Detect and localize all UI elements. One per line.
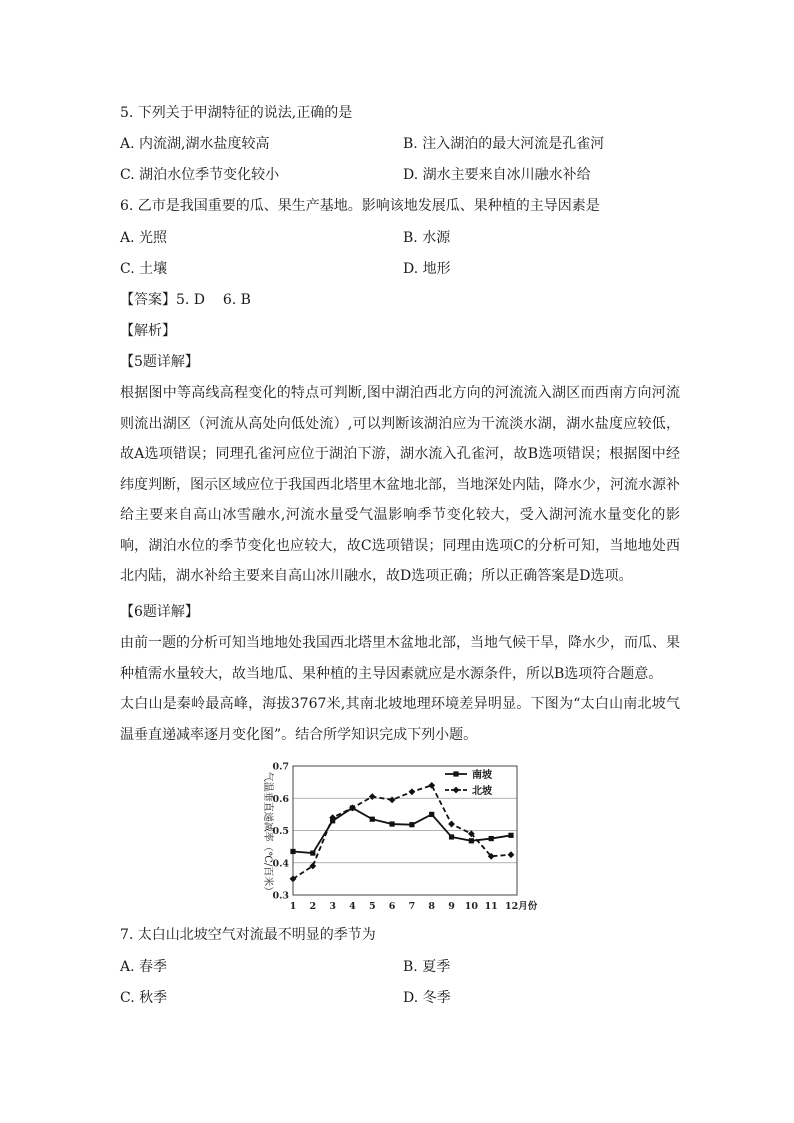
north-slope-point <box>428 782 435 789</box>
x-tick-label: 1 <box>289 901 297 912</box>
q7-option-d: D. 冬季 <box>403 990 451 1006</box>
detail5-label: 【5题详解】 <box>120 354 199 370</box>
x-tick-label: 12月份 <box>505 901 538 912</box>
chart-legend <box>445 768 493 797</box>
south-slope-point <box>449 834 454 839</box>
south-slope-point <box>429 812 434 817</box>
analysis-label: 【解析】 <box>120 323 176 339</box>
legend-marker-square <box>453 771 458 776</box>
south-slope-point <box>409 822 414 827</box>
north-slope-point <box>508 851 515 858</box>
south-slope-point <box>508 833 513 838</box>
y-tick-label: 0.3 <box>272 890 289 902</box>
q7-option-a: A. 春季 <box>120 959 168 975</box>
x-tick-label: 5 <box>368 901 376 912</box>
q7-option-b: B. 夏季 <box>403 959 451 975</box>
x-tick-label: 6 <box>388 901 396 912</box>
legend-marker-diamond <box>453 787 460 794</box>
legend-label: 北坡 <box>472 786 492 797</box>
q6-option-a: A. 光照 <box>120 230 168 246</box>
q5-option-a: A. 内流湖,湖水盐度较高 <box>120 136 270 152</box>
south-slope-point <box>469 838 474 843</box>
x-tick-label: 9 <box>448 901 455 912</box>
intro-text: 太白山是秦岭最高峰，海拔3767米,其南北坡地理环境差异明显。下图为“太白山南北坡气温垂直递减率逐月变化图”。结合所学知识完成下列小题。 <box>120 696 680 743</box>
answer-line: 【答案】5. D 6. B <box>120 292 251 308</box>
q7-stem: 7. 太白山北坡空气对流最不明显的季节为 <box>120 927 376 943</box>
x-tick-label: 8 <box>428 901 436 912</box>
north-slope-point <box>369 793 376 800</box>
y-tick-label: 0.4 <box>272 858 289 870</box>
north-slope-point <box>409 788 416 795</box>
q6-option-c: C. 土壤 <box>120 261 168 277</box>
north-slope-point <box>389 796 396 803</box>
q5-option-d: D. 湖水主要来自冰川融水补给 <box>403 167 591 183</box>
q5-option-b: B. 注入湖泊的最大河流是孔雀河 <box>403 136 605 152</box>
x-tick-label: 4 <box>349 901 356 912</box>
y-tick-label: 0.5 <box>272 826 289 837</box>
chart-svg <box>255 760 540 920</box>
x-tick-label: 3 <box>329 901 336 912</box>
south-slope-point <box>489 836 494 841</box>
south-slope-point <box>389 821 394 826</box>
x-tick-label: 7 <box>408 901 416 912</box>
q5-stem: 5. 下列关于甲湖特征的说法,正确的是 <box>120 105 353 121</box>
detail5-text: 根据图中等高线高程变化的特点可判断,图中湖泊西北方向的河流流入湖区而西南方向河流则流出湖区（河流从高处向低处流）,可以判断该湖泊应为干流淡水湖，湖水盐度应较低，故A选项错误；同理孔雀河应位于湖泊下游，湖水流入孔雀河，故B选项错误；根据图中经纬度判断，图示区域应位于我国西北塔里木盆地北部，当地深处内陆，降水少，河流水源补给主要来自高山冰雪融水,河流水量受气温影响季节变化较大，受入湖河流水量变化的影响，湖泊水位的季节变化也应较大，故C选项错误；同理由选项C的分析可知，当地地处西北内陆，湖水补给主要来自高山冰川融水，故D选项正确；所以正确答案是D选项。 <box>120 385 680 584</box>
q6-stem: 6. 乙市是我国重要的瓜、果生产基地。影响该地发展瓜、果种植的主导因素是 <box>120 198 600 214</box>
x-tick-label: 2 <box>309 901 317 912</box>
y-tick-label: 0.7 <box>272 761 289 773</box>
legend-label: 南坡 <box>472 770 492 781</box>
detail6-text: 由前一题的分析可知当地地处我国西北塔里木盆地北部，当地气候干旱，降水少，而瓜、果种植需水量较大，故当地瓜、果种植的主导因素就应是水源条件，所以B选项符合题意。 <box>120 635 680 682</box>
chart-y-axis-label: 气温垂直递减率（℃/百米） <box>262 771 273 897</box>
q5-option-c: C. 湖泊水位季节变化较小 <box>120 167 280 183</box>
y-tick-label: 0.6 <box>272 793 289 805</box>
north-slope-point <box>448 821 455 828</box>
x-tick-label: 11 <box>484 901 498 912</box>
q7-option-c: C. 秋季 <box>120 990 168 1006</box>
south-slope-point <box>290 849 295 854</box>
x-tick-label: 10 <box>464 901 478 912</box>
q6-option-b: B. 水源 <box>403 230 451 246</box>
lapse-rate-chart <box>255 760 540 920</box>
south-slope-point <box>370 817 375 822</box>
q6-option-d: D. 地形 <box>403 261 451 277</box>
south-slope-point <box>310 850 315 855</box>
detail6-label: 【6题详解】 <box>120 604 199 620</box>
